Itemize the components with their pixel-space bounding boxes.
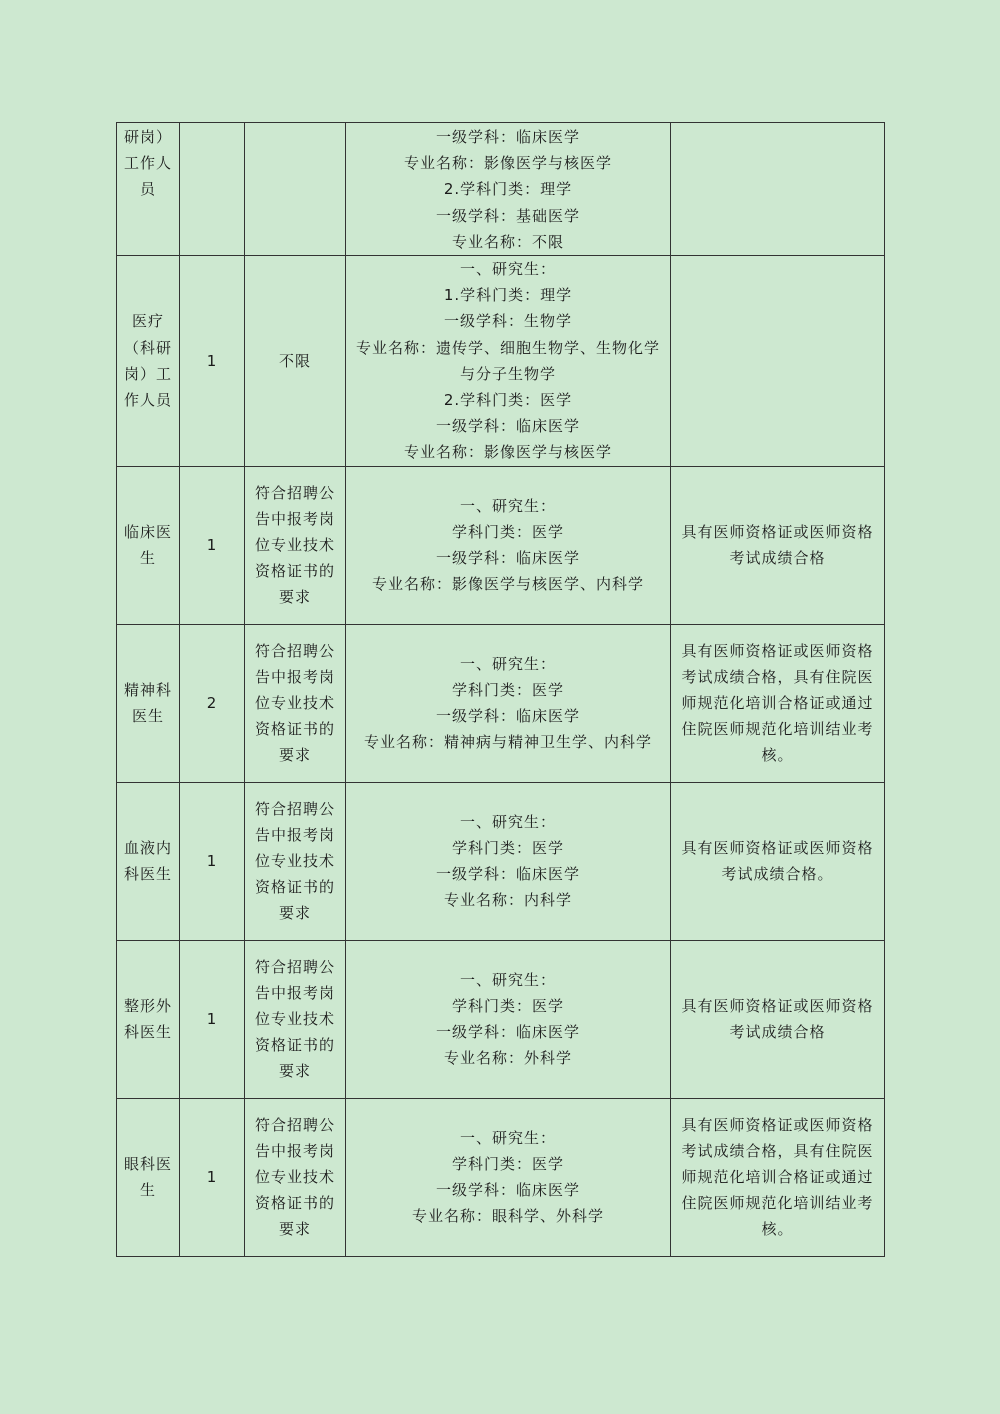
major-line: 专业名称：外科学: [443, 1049, 572, 1068]
major-line: 专业名称：遗传学、细胞生物学、生物化学与分子生物学: [355, 338, 660, 383]
major-line: 专业名称：影像医学与核医学: [403, 154, 612, 173]
major-line: 专业名称：眼科学、外科学: [411, 1207, 604, 1226]
major-line: 专业名称：精神病与精神卫生学、内科学: [363, 733, 652, 752]
major-line: 一级学科：临床医学: [435, 1181, 580, 1200]
major-line: 1.学科门类：理学: [443, 286, 573, 305]
headcount-cell: 1: [180, 466, 245, 624]
headcount-cell: 1: [180, 256, 245, 467]
table-row: [117, 123, 885, 256]
other-requirements-cell: 具有医师资格证或医师资格考试成绩合格，具有住院医师规范化培训合格证或通过住院医师规范化培训结业考核。: [671, 624, 885, 782]
major-line: 学科门类：医学: [451, 680, 564, 699]
major-line: 专业名称：影像医学与核医学: [403, 443, 612, 462]
major-line: 一级学科：临床医学: [435, 707, 580, 726]
table-row: [117, 1098, 885, 1256]
other-requirements-cell: 具有医师资格证或医师资格考试成绩合格。: [671, 782, 885, 940]
post-name-cell: 临床医生: [117, 466, 180, 624]
major-cell: [346, 256, 671, 467]
major-line: 2.学科门类：理学: [443, 180, 573, 199]
post-name-cell: 整形外科医生: [117, 940, 180, 1098]
major-line: 一级学科：临床医学: [435, 549, 580, 568]
major-line: 一级学科：生物学: [443, 312, 572, 331]
major-cell: [346, 624, 671, 782]
major-line: 一级学科：临床医学: [435, 417, 580, 436]
major-line: 学科门类：医学: [451, 838, 564, 857]
certificate-cell: 符合招聘公告中报考岗位专业技术资格证书的要求: [245, 466, 346, 624]
post-name-cell: 眼科医生: [117, 1098, 180, 1256]
recruitment-table: [116, 122, 885, 1257]
certificate-cell: 符合招聘公告中报考岗位专业技术资格证书的要求: [245, 1098, 346, 1256]
major-line: 一级学科：临床医学: [435, 865, 580, 884]
major-line: 学科门类：医学: [451, 1154, 564, 1173]
major-cell: [346, 1098, 671, 1256]
major-line: 一、研究生：: [459, 260, 556, 279]
major-line: 一级学科：基础医学: [435, 206, 580, 225]
other-requirements-cell: [671, 256, 885, 467]
major-cell: [346, 123, 671, 256]
other-requirements-cell: 具有医师资格证或医师资格考试成绩合格: [671, 466, 885, 624]
table-row: [117, 782, 885, 940]
post-name-cell: 血液内科医生: [117, 782, 180, 940]
table-row: [117, 256, 885, 467]
major-line: 专业名称：不限: [451, 232, 564, 251]
major-line: 2.学科门类：医学: [443, 391, 573, 410]
major-cell: [346, 782, 671, 940]
post-name-cell: 精神科医生: [117, 624, 180, 782]
post-name-cell: 研岗）工作人员: [117, 123, 180, 256]
certificate-cell: 符合招聘公告中报考岗位专业技术资格证书的要求: [245, 940, 346, 1098]
major-line: 一、研究生：: [459, 1128, 556, 1147]
headcount-cell: 1: [180, 940, 245, 1098]
major-cell: [346, 940, 671, 1098]
other-requirements-cell: 具有医师资格证或医师资格考试成绩合格，具有住院医师规范化培训合格证或通过住院医师规范化培训结业考核。: [671, 1098, 885, 1256]
headcount-cell: 2: [180, 624, 245, 782]
headcount-cell: 1: [180, 782, 245, 940]
certificate-cell: 不限: [245, 256, 346, 467]
major-line: 一、研究生：: [459, 496, 556, 515]
post-name-cell: 医疗（科研岗）工作人员: [117, 256, 180, 467]
major-line: 一级学科：临床医学: [435, 128, 580, 146]
other-requirements-cell: 具有医师资格证或医师资格考试成绩合格: [671, 940, 885, 1098]
table-row: [117, 940, 885, 1098]
headcount-cell: 1: [180, 1098, 245, 1256]
certificate-cell: 符合招聘公告中报考岗位专业技术资格证书的要求: [245, 624, 346, 782]
major-line: 学科门类：医学: [451, 996, 564, 1015]
major-line: 学科门类：医学: [451, 522, 564, 541]
major-line: 专业名称：影像医学与核医学、内科学: [371, 575, 644, 594]
major-cell: [346, 466, 671, 624]
certificate-cell: [245, 123, 346, 256]
major-line: 专业名称：内科学: [443, 891, 572, 910]
table-row: [117, 466, 885, 624]
table-row: [117, 624, 885, 782]
major-line: 一、研究生：: [459, 812, 556, 831]
major-line: 一、研究生：: [459, 970, 556, 989]
certificate-cell: 符合招聘公告中报考岗位专业技术资格证书的要求: [245, 782, 346, 940]
headcount-cell: [180, 123, 245, 256]
other-requirements-cell: [671, 123, 885, 256]
major-line: 一、研究生：: [459, 654, 556, 673]
major-line: 一级学科：临床医学: [435, 1023, 580, 1042]
